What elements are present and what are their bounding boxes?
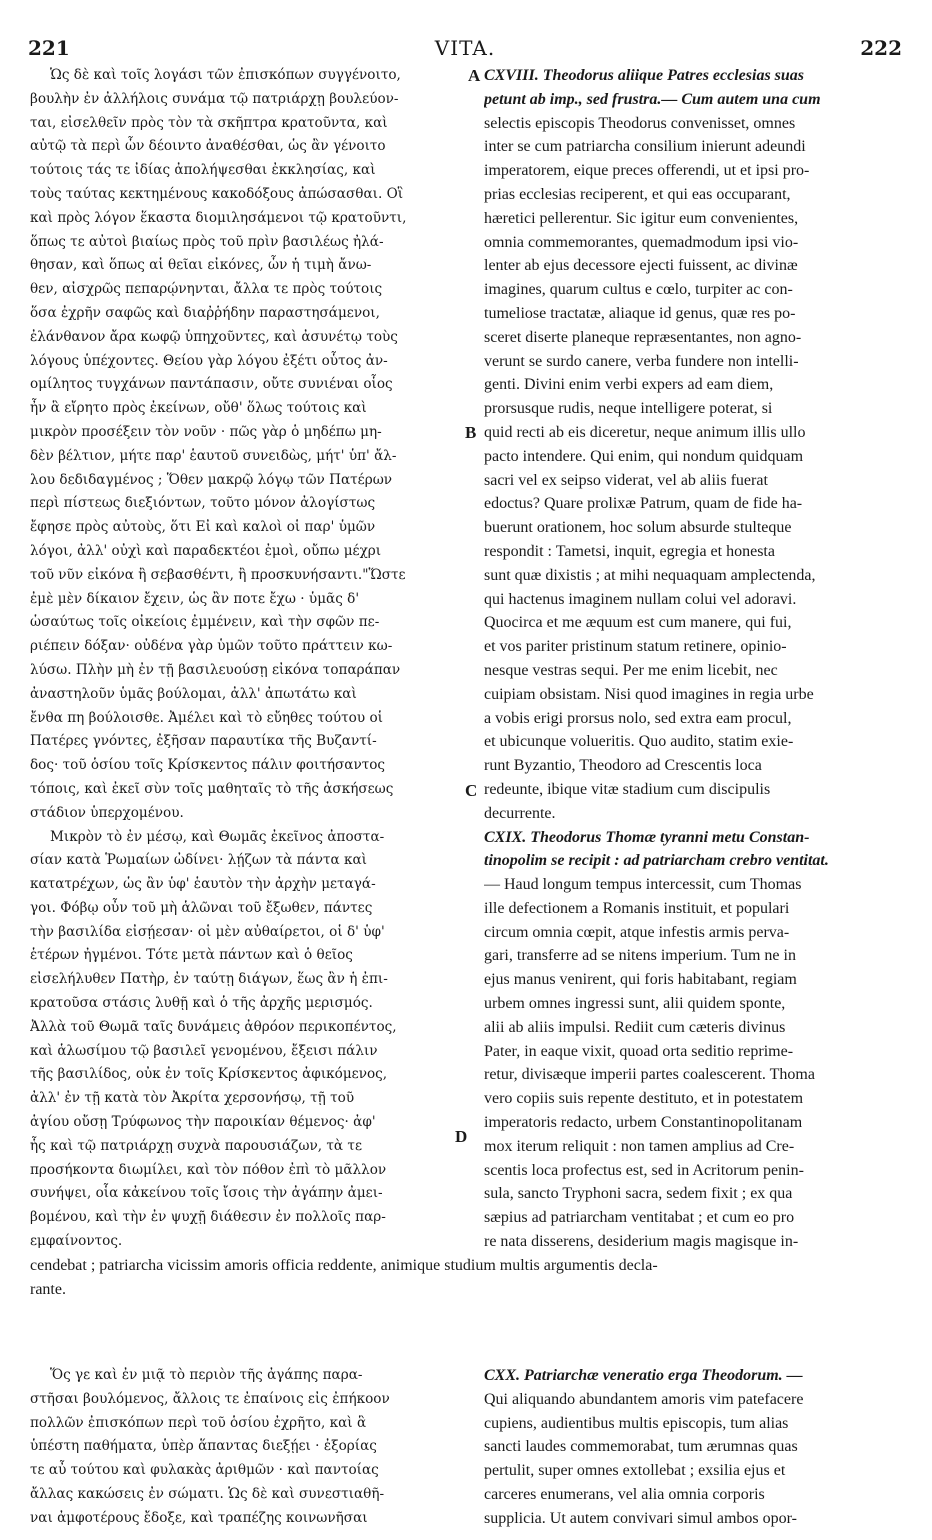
greek-text-line: ὅσα ἐχρῆν σαφῶς καὶ διαῤῥήδην παραστησάμενοι, [30,304,380,321]
greek-text-line: συνήψει, οἷα κἀκείνου τοῖς ἴσοις τὴν ἀγάπην ἀμει- [30,1185,383,1202]
greek-text-line: τε αὖ τούτου καὶ φυλακὰς ἀριθμῶν · καὶ παντοίας [30,1462,379,1479]
greek-text-line: τοὺς ταύτας κεκτημένους κακοδόξους ἀπώσασθαι. Οἳ [30,185,404,202]
latin-text-line: cupiens, audientibus multis episcopis, tum alias [484,1414,789,1432]
latin-text-line: et ubicunque volueritis. Quo audito, statim exie- [484,733,794,751]
latin-text-line: buerunt orationem, hoc solum absurde stulteque [484,519,792,537]
latin-text-line: pertulit, super omnes extollebat ; exsilia ejus et [484,1462,786,1480]
greek-text-line: ἁγίου οὔσῃ Τρύφωνος τὴν παροικίαν θέμενος· ἀφ' [30,1114,376,1131]
running-header [28,36,902,62]
greek-text-line: δὲν βέλτιον, μήτε παρ' ἑαυτοῦ συνειδὼς, μήτ' ὑπ' ἄλ- [30,447,397,464]
latin-text-line: cuipiam obsistam. Nisi quod imagines in regia urbe [484,685,814,703]
greek-text-line: δος· τοῦ ὁσίου τοῖς Κρίσκεντος πάλιν φοιτήσαντος [30,757,386,774]
latin-text-line: pacto intendere. Qui enim, qui nondum quidquam [484,447,804,465]
latin-text-line: tinopolim se recipit : ad patriarcham crebro ventitat. [484,852,829,870]
latin-text-line: redeunte, ibique vitæ stadium cum discipulis [484,780,771,798]
latin-text-line: Pater, in eaque vixit, quoad orta seditio reprime- [484,1042,794,1060]
latin-text-line: decurrente. [484,804,556,822]
latin-text-line: retur, divisæque imperii partes coalescerent. Thoma [484,1066,815,1084]
latin-text-line: sancti laudes commemorabat, tum ærumnas quas [484,1438,798,1456]
greek-text-line: ται, εἰσελθεῖν πρὸς τὸν τὰ σκῆπτρα κρατοῦντα, καὶ [30,114,388,131]
greek-text-line: λύσω. Πλὴν μὴ ἐν τῇ βασιλευούσῃ εἰκόνα τοπαράπαν [30,661,401,678]
greek-text-line: μικρὸν προσέξειν τὸν νοῦν · πῶς γὰρ ὁ μηδέπω μη- [30,423,382,440]
greek-text-line: λόγοι, ἀλλ' οὐχὶ καὶ παραδεκτέοι ἐμοὶ, οὔπω μέχρι [30,542,382,559]
latin-text-line: sacri vel ex seipso viderat, vel ab aliis fuerat [484,471,768,489]
greek-text-line: κατατρέχων, ὡς ἂν ὑφ' ἑαυτὸν τὴν ἀρχὴν μεταγά- [30,876,376,893]
greek-text-line: λόγους ὑπέχοντες. Θείου γὰρ λόγου ἐξέτι οὗτος ἀν- [30,352,388,369]
latin-text-line: carceres enumerans, vel alia omnia corporis [484,1485,765,1503]
latin-text-line: rante. [30,1280,66,1298]
latin-text-line: imperatorem, eique preces offerendi, ut et ipsi pro- [484,162,810,180]
latin-text-line: tumeliose tractatæ, aliaque id genus, quæ res po- [484,304,796,322]
latin-text-line: ejus manus venirent, qui foris habitabant, regiam [484,971,797,989]
greek-text-line: ἧς καὶ τῷ πατριάρχῃ συχνὰ παρουσιάζων, τὰ τε [30,1137,362,1154]
greek-text-line: καὶ ἁλωσίμου τῷ βασιλεῖ γενομένου, ἔξεισι πάλιν [30,1042,378,1059]
latin-text-line: re nata disserens, desiderium magis magisque in- [484,1233,799,1251]
latin-text-line: Quocirca et me æquum est cum manere, qui fui, [484,614,792,632]
greek-text-line: εἰσελήλυθεν Πατὴρ, ἐν ταύτῃ διάγων, ἕως ἂν ἡ ἐπι- [30,971,388,988]
greek-text-line: ριέπειν δόξαν· οὐδένα γὰρ ὑμῶν τοῦτο πράττειν κω- [30,638,393,655]
margin-marker-b: B [465,423,477,442]
latin-text-line: prorsusque rudis, neque intelligere poterat, si [484,400,773,418]
greek-text-line: τούτοις τάς τε ἰδίας ἀπολήψεσθαι ἐκκλησίας, καὶ [30,162,376,179]
greek-text-line: τοῦ νῦν εἰκόνα ἢ σεβασθέντι, ἢ προσκυνήσαντι."Ὥστε [30,566,406,583]
latin-text-line: sula, sancto Tryphoni sacra, sedem fixit ; ex qua [484,1185,793,1203]
greek-text-line: περὶ πίστεως διεξιόντων, τοῦτο μόνον ἀλογίστως [30,495,376,512]
latin-text-line: gari, transferre ad se nitens imperium. Tum ne in [484,947,796,965]
latin-text-line: verunt se surdo canere, verba fundere non intelli- [484,352,799,370]
latin-text-line: mox iterum reliquit : non tamen amplius ad Cre- [484,1137,795,1155]
greek-text-line: αὐτῷ τὰ περὶ ὧν δέοιντο ἀναθέσθαι, ὡς ἂν γένοιτο [30,138,386,155]
greek-text-line: γοι. Φόβῳ οὖν τοῦ μὴ ἁλῶναι τοῦ ἔξωθεν, πάντες [30,899,373,916]
latin-column-top [484,64,896,1254]
latin-text-line: vero copiis suis repente destituto, et in potestatem [484,1090,804,1108]
greek-text-line: ἀλλ' ἐν τῇ κατὰ τὸν Ἀκρίτα χερσονήσῳ, τῇ τοῦ [30,1090,355,1107]
full-width-paragraph [30,1254,896,1302]
greek-text-line: ὡσαύτως τοῖς οἰκείοις ἐμμένειν, καὶ τὴν σφῶν πε- [30,614,380,631]
greek-text-line: ἄλλας κακώσεις ἐν σώματι. Ὡς δὲ καὶ συνεστιαθῆ- [30,1485,385,1502]
latin-text-line: quid recti ab eis diceretur, neque animum illis ullo [484,423,806,441]
greek-text-line: Ὡς δὲ καὶ τοῖς λογάσι τῶν ἐπισκόπων συγγένοιτο, [50,67,401,83]
greek-text-line: λου δεδιδαγμένος ; Ὅθεν μακρῷ λόγῳ τῶν Πατέρων [30,471,393,488]
greek-text-line: Μικρὸν τὸ ἐν μέσῳ, καὶ Θωμᾶς ἐκεῖνος ἀποστα- [50,828,385,845]
latin-text-line: petunt ab imp., sed frustra.— Cum autem una cum [484,90,821,108]
greek-text-line: στάδιον ὑπερχομένου. [30,804,184,821]
greek-text-line: ἦν ἃ εἴρητο πρὸς ἐκείνων, οὔθ' ὅλως τούτοις καὶ [30,400,367,417]
latin-text-line: selectis episcopis Theodorus convenisset, omnes [484,114,796,132]
greek-text-line: Ἀλλὰ τοῦ Θωμᾶ ταῖς δυνάμεις ἀθρόον περικοπέντος, [30,1018,397,1035]
latin-text-line: et vos pariter pristinum statum retinere, opinio- [484,638,787,656]
latin-text-line: supplicia. Ut autem convivari simul ambos opor- [484,1509,797,1527]
margin-marker-d: D [455,1127,468,1146]
latin-text-line: imagines, quarum cultus e cœlo, turpiter ac con- [484,281,793,299]
latin-text-line: CXVIII. Theodorus aliique Patres ecclesias suas [484,67,805,84]
greek-text-line: καὶ πρὸς λόγον ἕκαστα διομιλησάμενοι τῷ κρατοῦντι, [30,209,407,226]
latin-text-line: sunt quæ dixistis ; at mihi nequaquam amplectenda, [484,566,816,584]
latin-text-line: nesque vestras sequi. Per me enim licebit, nec [484,661,778,679]
latin-text-line: alii ab aliis impulsi. Rediit cum cæteris divinus [484,1018,786,1036]
latin-text-line: omnia commemorantes, quemadmodum ipsi vio- [484,233,799,251]
greek-text-line: σίαν κατὰ Ῥωμαίων ὠδίνει· λῄζων τὰ πάντα καὶ [30,852,368,869]
latin-text-line: cendebat ; patriarcha vicissim amoris officia reddente, animique studium multis argumentis decla- [30,1257,658,1274]
latin-text-line: prias ecclesias reciperent, et qui eas occuparant, [484,185,791,203]
greek-text-line: Πατέρες γνόντες, ἐξῆσαν παραυτίκα τῆς Βυζαντί- [30,733,377,750]
greek-text-line: ὅπως τε αὐτοὶ βιαίως πρὸς τοῦ πρὶν βασιλέως ἠλά- [30,233,384,250]
latin-text-line: scentis loca profectus est, sed in Acritorum penin- [484,1161,804,1179]
latin-text-line: genti. Divini enim verbi expers ad eam diem, [484,376,774,394]
greek-text-line: τόποις, καὶ ἐκεῖ σὺν τοῖς μαθηταῖς τὸ τῆς ἀσκήσεως [30,780,394,797]
latin-text-line: edoctus? Quare prolixæ Patrum, quam de fide ha- [484,495,803,513]
latin-column-bottom [484,1364,896,1531]
latin-text-line: runt Byzantio, Theodoro ad Crescentis loca [484,757,762,775]
margin-marker-c: C [465,781,478,800]
greek-text-line: ναι ἀμφοτέρους ἔδοξε, καὶ τραπέζης κοινωνῆσαι [30,1509,368,1526]
latin-text-line: CXX. Patriarchæ veneratio erga Theodorum. — [484,1367,803,1384]
greek-text-line: θεν, αἰσχρῶς πεπαρῴνηνται, ἄλλα τε πρὸς τούτοις [30,281,383,298]
greek-text-line: βομένου, καὶ τὴν ἐν ψυχῇ διάθεσιν ἐν πολλοῖς παρ- [30,1209,386,1226]
latin-text-line: respondit : Tametsi, inquit, egregia et honesta [484,542,775,560]
latin-text-line: qui hactenus imaginem nullam colui vel adoravi. [484,590,797,608]
greek-text-line: ἔφησε πρὸς αὐτοὺς, ὅτι Εἰ καὶ καλοὶ οἱ παρ' ὑμῶν [30,519,376,536]
latin-text-line: a vobis erigi prorsus nolo, sed extra eam procul, [484,709,792,727]
greek-text-line: τῆς βασιλίδος, οὐκ ἐν τοῖς Κρίσκεντος ἀφικόμενος, [30,1066,388,1083]
latin-text-line: — Haud longum tempus intercessit, cum Thomas [484,876,802,894]
greek-text-line: κρατοῦσα στάσις λυθῇ καὶ ὁ τῆς ἀρχῆς μερισμός. [30,995,373,1012]
greek-text-line: ἔνθα πη βούλοισθε. Ἀμέλει καὶ τὸ εὔηθες τούτου οἱ [30,709,383,726]
margin-marker-a: A [468,66,481,85]
latin-text-line: ille defectionem a Romanis instituit, et populari [484,899,790,917]
greek-text-line: ἐλάνθανον ἄρα κωφῷ ὑπηχοῦντες, καὶ ἀσυνέτῳ τοὺς [30,328,398,345]
greek-text-line: πολλῶν ἐπισκόπων περὶ τοῦ ὁσίου ἐχρῆτο, καὶ ἃ [30,1414,367,1431]
latin-text-line: imperatoris redacto, urbem Constantinopolitanam [484,1114,803,1132]
greek-text-line: ἑτέρων ἠγμένοι. Τότε μετὰ πάντων καὶ ὁ θεῖος [30,947,353,964]
latin-text-line: sæpius ad patriarcham ventitabat ; et cum eo pro [484,1209,795,1227]
greek-text-line: τὴν βασιλίδα εἰσῄεσαν· οἱ μὲν αὐθαίρετοι, οἱ δ' ὑφ' [30,923,385,940]
latin-text-line: lenter ab ejus decessore ejecti fuissent, ac divinæ [484,257,798,275]
greek-text-line: προσήκοντα διωμίλει, καὶ τὸν πόθον ἐπὶ τὸ μᾶλλον [30,1161,387,1178]
greek-text-line: βουλὴν ἐν ἀλλήλοις συνάμα τῷ πατριάρχῃ βουλεύον- [30,90,399,107]
latin-text-line: sceret diserte planeque repræsentantes, non agno- [484,328,802,346]
latin-text-line: urbem omnes ingressi sunt, alii quidem sponte, [484,995,786,1013]
latin-text-line: circum omnia cœpit, atque infestis armis perva- [484,923,790,941]
page-number-left: 221 [28,36,70,60]
greek-text-line: ἐμὲ μὲν δίκαιον ἔχειν, ὡς ἂν ποτε ἔχω · ὑμᾶς δ' [30,590,360,607]
greek-text-line: στῆσαι βουλόμενος, ἄλλοις τε ἐπαίνοις εἰς ἐπήκοον [30,1390,390,1407]
latin-text-line: CXIX. Theodorus Thomæ tyranni metu Constan- [484,828,810,846]
greek-column-top [30,64,468,1254]
greek-text-line: ἀναστηλοῦν ὑμᾶς βούλομαι, ἀλλ' ἀπωτάτω καὶ [30,685,357,702]
greek-text-line: εμφαίνοντος. [30,1233,123,1250]
running-title: VITA. [434,36,496,60]
latin-text-line: hæretici pellerentur. Sic igitur eum convenientes, [484,209,799,227]
latin-text-line: Qui aliquando abundantem amoris vim patefacere [484,1390,804,1408]
greek-text-line: ομίλητος τυγχάνων παντάπασιν, οὔτε συνιέναι οἷος [30,376,393,393]
greek-text-line: θησαν, καὶ ὅπως αἱ θεῖαι εἰκόνες, ὧν ἡ τιμὴ ἄνω- [30,257,372,274]
greek-text-line: Ὅς γε καὶ ἐν μιᾷ τὸ περιὸν τῆς ἀγάπης παρα- [50,1367,363,1383]
greek-text-line: ὑπέστη παθήματα, ὑπὲρ ἅπαντας διεξῄει · ἐξορίας [30,1438,377,1455]
page-number-right: 222 [860,36,902,60]
greek-column-bottom [30,1364,468,1531]
latin-text-line: inter se cum patriarcha consilium inierunt adeundi [484,138,806,156]
